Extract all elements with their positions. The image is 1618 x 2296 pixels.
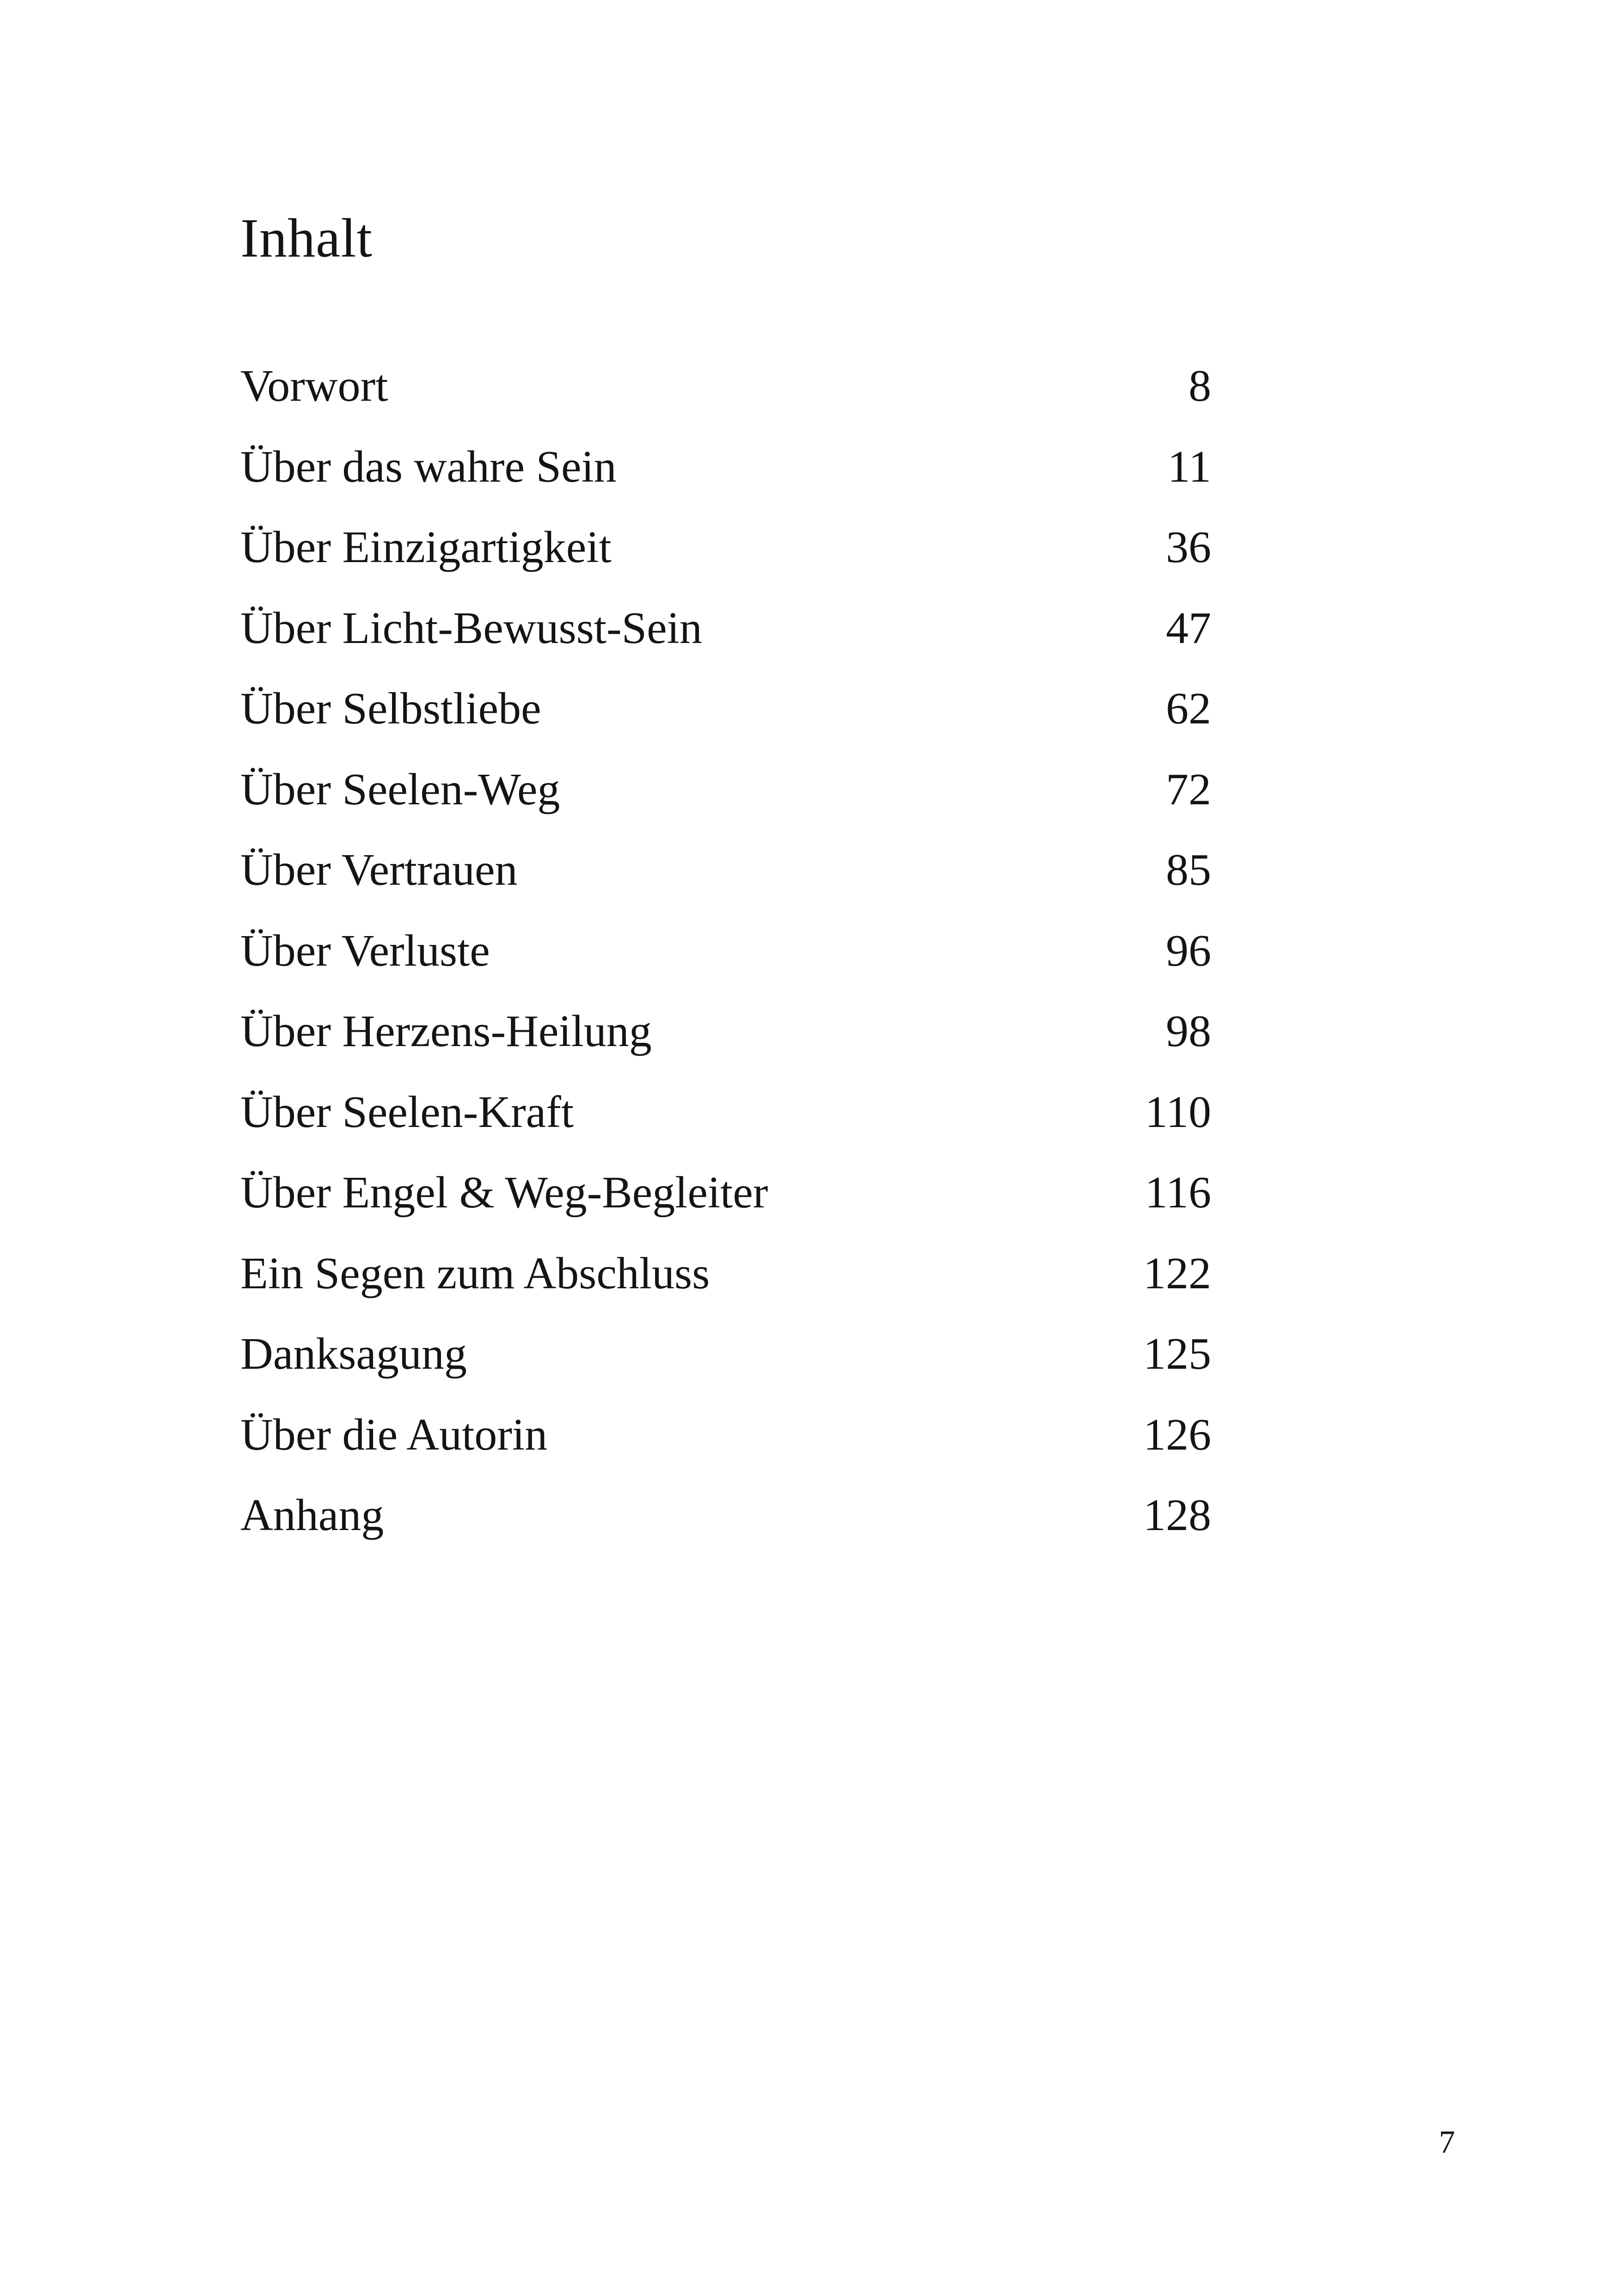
toc-entry-label: Über Vertrauen: [240, 845, 518, 895]
page-title: Inhalt: [240, 207, 373, 269]
toc-entry-label: Über Seelen-Weg: [240, 764, 560, 814]
toc-entry-page: 11: [1167, 441, 1211, 492]
toc-entry: [240, 517, 1211, 598]
toc-entry: [240, 840, 1211, 921]
toc-entry-page: 116: [1145, 1168, 1211, 1218]
toc-entry-page: 47: [1166, 603, 1211, 653]
toc-entry-page: 85: [1166, 845, 1211, 895]
toc-entry-page: 98: [1166, 1006, 1211, 1056]
toc-entry-label: Über Verluste: [240, 925, 490, 976]
toc-entry: [240, 598, 1211, 679]
toc-entry-label: Danksagung: [240, 1329, 467, 1379]
toc-entry-label: Über Herzens-Heilung: [240, 1006, 652, 1056]
page-number: 7: [1439, 2125, 1455, 2160]
toc-entry: [240, 1243, 1211, 1324]
toc-entry-label: Über die Autorin: [240, 1409, 548, 1460]
toc-entry-page: 125: [1143, 1329, 1211, 1379]
toc-entry-page: 8: [1189, 361, 1211, 411]
toc-entry-label: Über Selbstliebe: [240, 684, 541, 734]
toc-entry-page: 36: [1166, 522, 1211, 572]
toc-entry-label: Ein Segen zum Abschluss: [240, 1248, 710, 1298]
toc-entry: [240, 1163, 1211, 1243]
toc-entry: [240, 1324, 1211, 1405]
toc-entry: [240, 437, 1211, 518]
toc-entry-label: Vorwort: [240, 361, 388, 411]
toc-entry-page: 128: [1143, 1490, 1211, 1540]
toc-entry-label: Über Seelen-Kraft: [240, 1087, 574, 1137]
toc-entry-label: Anhang: [240, 1490, 384, 1540]
toc-entry-label: Über Einzigartigkeit: [240, 522, 612, 572]
toc-entry: [240, 921, 1211, 1002]
toc-entry: [240, 356, 1211, 437]
toc-entry-page: 62: [1166, 684, 1211, 734]
toc-entry-page: 126: [1143, 1409, 1211, 1460]
toc-entry-label: Über Engel & Weg-Begleiter: [240, 1168, 768, 1218]
toc-entry-page: 96: [1166, 925, 1211, 976]
toc-entry-label: Über das wahre Sein: [240, 441, 617, 492]
toc-entry-page: 72: [1166, 764, 1211, 814]
toc-entry: [240, 759, 1211, 840]
toc-entry-page: 110: [1145, 1087, 1211, 1137]
toc-entry: [240, 1485, 1211, 1566]
toc-entry: [240, 1082, 1211, 1163]
toc-entry: [240, 1405, 1211, 1486]
toc-entry-page: 122: [1143, 1248, 1211, 1298]
toc-entry: [240, 679, 1211, 759]
toc-entry: [240, 1001, 1211, 1082]
table-of-contents: [240, 356, 1211, 1566]
toc-entry-label: Über Licht-Bewusst-Sein: [240, 603, 702, 653]
